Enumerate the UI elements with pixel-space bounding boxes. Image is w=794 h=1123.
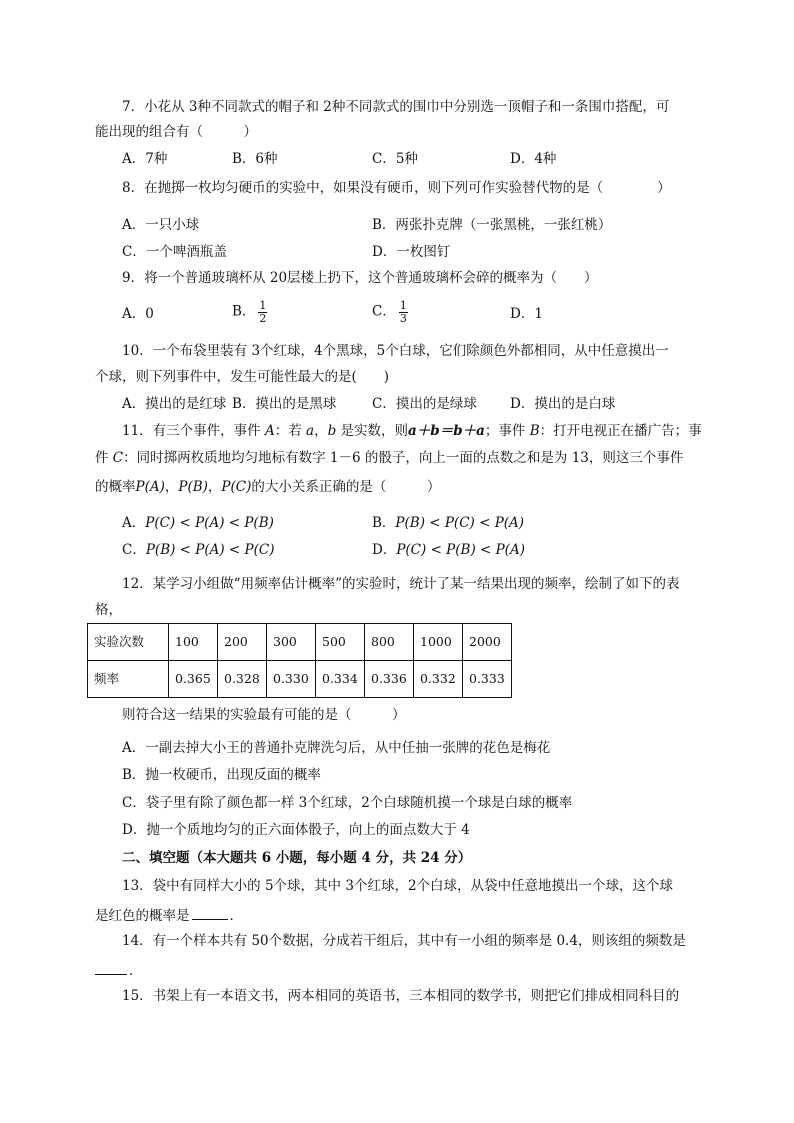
section-2-title: 二、填空题 xyxy=(122,850,190,866)
q12-line2: 格， xyxy=(95,602,122,618)
q9-option-b-numerator: 1 xyxy=(259,299,267,312)
q8-line1: 8．在抛掷一枚均匀硬币的实验中，如果没有硬币，则下列可作实验替代物的是（ ） xyxy=(122,180,671,196)
q9-option-c-label: C． xyxy=(372,303,396,320)
q8-option-b: B．两张扑克牌（一张黑桃，一张红桃） xyxy=(372,217,612,233)
q11-option-d-expr: P(C) < P(B) < P(A) xyxy=(396,542,525,558)
q13-line2 xyxy=(95,907,243,924)
q7-option-c: C．5种 xyxy=(372,151,418,167)
table-cell: 500 xyxy=(316,624,365,661)
q10-option-b: B．摸出的是黑球 xyxy=(232,396,337,412)
q15-line1: 15．书架上有一本语文书，两本相同的英语书，三本相同的数学书，则把它们排成相同科目的 xyxy=(122,988,680,1004)
q11-var-b: b xyxy=(327,423,337,439)
q8-option-d: D．一枚图钉 xyxy=(372,244,451,260)
table-row-frequencies xyxy=(88,661,512,698)
q10-line1: 10．一个布袋里装有 3个红球，4个黑球，5个白球，它们除颜色外都相同，从中任意摸出一 xyxy=(122,343,669,359)
table-header-frequency: 频率 xyxy=(88,661,169,698)
q9-option-c-fraction xyxy=(399,300,408,324)
q11-option-b-label: B． xyxy=(372,515,396,531)
section-2-heading xyxy=(122,852,471,866)
table-cell: 0.334 xyxy=(316,661,365,698)
q13-line2-text: 是红色的概率是 xyxy=(95,908,190,924)
q12-line1: 12．某学习小组做“用频率估计概率”的实验时，统计了某一结果出现的频率，绘制了如下的表 xyxy=(122,576,680,592)
q11-option-a xyxy=(122,517,274,531)
q11-line3 xyxy=(95,481,440,495)
table-cell: 0.336 xyxy=(365,661,414,698)
q12-option-a: A．一副去掉大小王的普通扑克牌洗匀后，从中任抽一张牌的花色是梅花 xyxy=(122,740,551,756)
q11-option-b-expr: P(B) < P(C) < P(A) xyxy=(395,515,525,531)
table-cell: 100 xyxy=(169,624,218,661)
q11-option-d-label: D． xyxy=(372,542,397,558)
q9-option-b-label: B． xyxy=(232,303,256,320)
q11-line1-i: ；事件 xyxy=(484,423,530,439)
q14-line2-end: ． xyxy=(129,963,143,979)
q10-line2: 个球，则下列事件中，发生可能性最大的是( ) xyxy=(95,369,390,385)
table-cell: 0.365 xyxy=(169,661,218,698)
q7-line1: 7．小花从 3种不同款式的帽子和 2种不同款式的围巾中分别选一顶帽子和一条围巾搭配，可 xyxy=(122,99,670,115)
q7-option-d: D．4种 xyxy=(510,151,557,167)
q11-pc: P(C) xyxy=(221,479,252,495)
q11-option-a-label: A． xyxy=(122,515,146,531)
q11-pb: P(B) xyxy=(178,479,208,495)
table-cell: 0.332 xyxy=(414,661,463,698)
table-cell: 1000 xyxy=(414,624,463,661)
q8-option-a: A．一只小球 xyxy=(122,217,200,233)
q7-line2: 能出现的组合有（ ） xyxy=(95,124,257,140)
q11-option-c xyxy=(122,544,274,558)
q13-answer-blank xyxy=(192,907,228,920)
q11-option-c-expr: P(B) < P(A) < P(C) xyxy=(145,542,275,558)
table-cell: 800 xyxy=(365,624,414,661)
frequency-table xyxy=(87,623,512,698)
q11-event-c: C xyxy=(112,450,124,466)
q12-option-c: C．袋子里有除了颜色都一样 3个红球，2个白球随机摸一个球是白球的概率 xyxy=(122,795,573,811)
table-row-trials xyxy=(88,624,512,661)
table-cell: 0.333 xyxy=(463,661,512,698)
q11-option-b xyxy=(372,517,524,531)
table-header-trials: 实验次数 xyxy=(88,624,169,661)
q9-option-c-denominator: 3 xyxy=(399,311,407,325)
q10-option-a: A．摸出的是红球 xyxy=(122,396,227,412)
q14-answer-blank xyxy=(95,962,127,975)
q11-line1-a: 11．有三个事件，事件 xyxy=(122,423,265,439)
q11-option-d xyxy=(372,544,525,558)
q12-line3: 则符合这一结果的实验最有可能的是（ ） xyxy=(122,707,406,723)
q14-line1: 14．有一个样本共有 50个数据，分成若干组后，其中有一小组的频率是 0.4，则该组的频数是 xyxy=(122,933,686,949)
q11-var-a: a xyxy=(306,423,315,439)
table-cell: 0.328 xyxy=(218,661,267,698)
q12-option-b: B．抛一枚硬币，出现反面的概率 xyxy=(122,767,321,783)
q11-line3-c: ， xyxy=(164,479,179,495)
q11-line1-g: 是实数，则 xyxy=(336,423,409,439)
q13-line1: 13．袋中有同样大小的 5个球，其中 3个红球，2个白球，从袋中任意地摸出一个球，这个球 xyxy=(122,878,674,894)
q9-option-b xyxy=(232,300,267,324)
q7-option-a: A．7种 xyxy=(122,151,168,167)
table-cell: 2000 xyxy=(463,624,512,661)
q11-line3-g: 的大小关系正确的是（ ） xyxy=(251,479,441,495)
q9-option-d: D．1 xyxy=(510,306,543,322)
q9-line1: 9．将一个普通玻璃杯从 20层楼上扔下，这个普通玻璃杯会碎的概率为（ ） xyxy=(122,270,598,286)
q11-line2-a: 件 xyxy=(95,450,113,466)
section-2-note: （本大题共 6 小题，每小题 4 分，共 24 分） xyxy=(189,850,472,866)
q11-line1-c: ：若 xyxy=(274,423,307,439)
q11-line2 xyxy=(95,452,683,466)
q12-option-d: D．抛一个质地均匀的正六面体骰子，向上的面点数大于 4 xyxy=(122,822,470,838)
q9-option-b-fraction xyxy=(258,300,267,324)
q9-option-c xyxy=(372,300,408,324)
q11-line1 xyxy=(122,425,702,439)
q11-event-a: A xyxy=(264,423,275,439)
q9-option-a: A．0 xyxy=(122,306,154,322)
q8-option-c: C．一个啤酒瓶盖 xyxy=(122,244,227,260)
q11-line2-c: ：同时掷两枚质地均匀地标有数字 1－6 的骰子，向上一面的点数之和是为 13，则这三个事件 xyxy=(123,450,684,466)
q11-pa: P(A) xyxy=(135,479,165,495)
q11-event-b: B xyxy=(529,423,540,439)
table-cell: 0.330 xyxy=(267,661,316,698)
q11-line3-e: ， xyxy=(207,479,222,495)
q11-line1-k: ：打开电视正在播广告；事 xyxy=(539,423,702,439)
q10-option-c: C．摸出的是绿球 xyxy=(372,396,477,412)
q11-option-c-label: C． xyxy=(122,542,146,558)
q13-line2-end: ． xyxy=(229,908,243,924)
table-cell: 300 xyxy=(267,624,316,661)
table-cell: 200 xyxy=(218,624,267,661)
q9-option-b-denominator: 2 xyxy=(259,311,267,325)
q11-line1-e: ， xyxy=(314,423,328,439)
q14-line2 xyxy=(95,962,143,979)
q11-commutative-expr: a＋b＝b＋a xyxy=(408,423,485,439)
q7-option-b: B．6种 xyxy=(232,151,278,167)
q9-option-c-numerator: 1 xyxy=(399,299,407,312)
q11-option-a-expr: P(C) < P(A) < P(B) xyxy=(145,515,274,531)
q10-option-d: D．摸出的是白球 xyxy=(510,396,616,412)
q11-line3-a: 的概率 xyxy=(95,479,136,495)
